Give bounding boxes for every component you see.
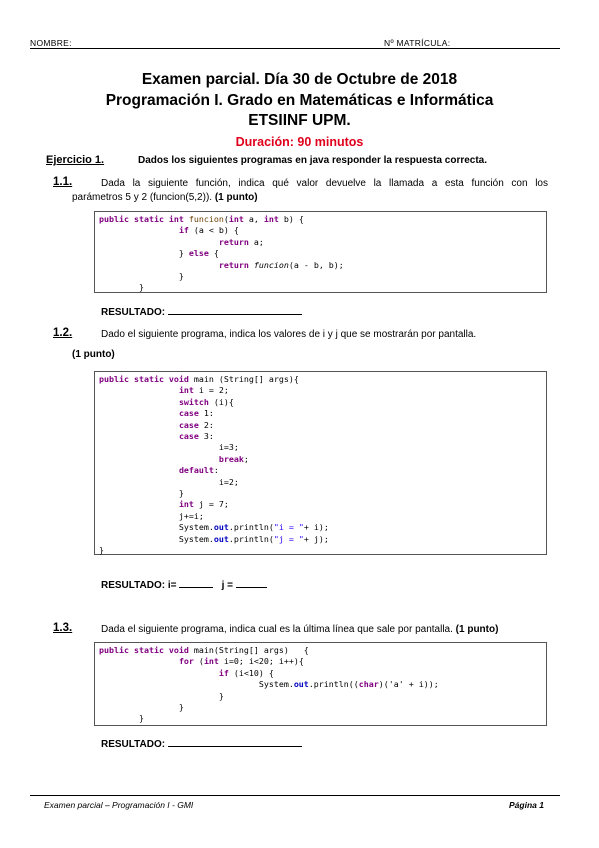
- question-text-1-1-cont: parámetros 5 y 2 (funcion(5,2)). (1 punto): [72, 192, 258, 203]
- question-text-1-3: Dada el siguiente programa, indica cual es la última línea que sale por pantalla. (1 punto): [101, 624, 499, 635]
- result-1-1: RESULTADO:: [101, 305, 302, 318]
- answer-blank-1-1[interactable]: [168, 305, 302, 315]
- points-1-1: (1 punto): [214, 192, 258, 203]
- footer-rule: [30, 795, 560, 796]
- course-title: Programación I. Grado en Matemáticas e Informática: [105, 92, 494, 109]
- exercise-label: Ejercicio 1.: [46, 154, 105, 166]
- duration: Duración: 90 minutos: [235, 135, 364, 149]
- result-1-2: RESULTADO: i= j =: [101, 578, 267, 591]
- nombre-label: NOMBRE:: [30, 38, 72, 48]
- points-1-2: (1 punto): [72, 349, 115, 360]
- result-1-3: RESULTADO:: [101, 737, 302, 750]
- exam-title: Examen parcial. Día 30 de Octubre de 2018: [141, 71, 458, 88]
- answer-blank-i[interactable]: [179, 578, 213, 588]
- code-block-1-1: public static int funcion(int a, int b) { if (a < b) { return a; } else { return funcion(a - b, b); } }: [94, 211, 547, 293]
- page-number: Página 1: [509, 800, 544, 810]
- answer-blank-1-3[interactable]: [168, 737, 302, 747]
- question-text-1-1: Dada la siguiente función, indica qué valor devuelve la llamada a esta función con los: [101, 178, 548, 189]
- school-title: ETSIINF UPM.: [248, 112, 351, 129]
- question-number-1-3: 1.3.: [53, 622, 73, 634]
- header-rule: [30, 48, 560, 49]
- points-1-3: (1 punto): [455, 624, 499, 635]
- matricula-label: Nº MATRÍCULA:: [384, 38, 451, 48]
- code-block-1-2: public static void main (String[] args){ int i = 2; switch (i){ case 1: case 2: case 3: i=3; break; default: i=2; } int j = 7; j+=i; System.out.println("i = "+ i); System.out.println("j = "+ j); }: [94, 371, 547, 555]
- footer-left: Examen parcial – Programación I - GMI: [44, 800, 194, 810]
- exercise-instruction: Dados los siguientes programas en java responder la respuesta correcta.: [138, 155, 488, 166]
- question-text-1-2: Dado el siguiente programa, indica los valores de i y j que se mostrarán por pantalla.: [101, 329, 477, 340]
- question-number-1-1: 1.1.: [53, 176, 73, 188]
- code-block-1-3: public static void main(String[] args) { for (int i=0; i<20; i++){ if (i<10) { System.out.println((char)('a' + i)); } } }: [94, 642, 547, 726]
- question-number-1-2: 1.2.: [53, 327, 73, 339]
- answer-blank-j[interactable]: [236, 578, 267, 588]
